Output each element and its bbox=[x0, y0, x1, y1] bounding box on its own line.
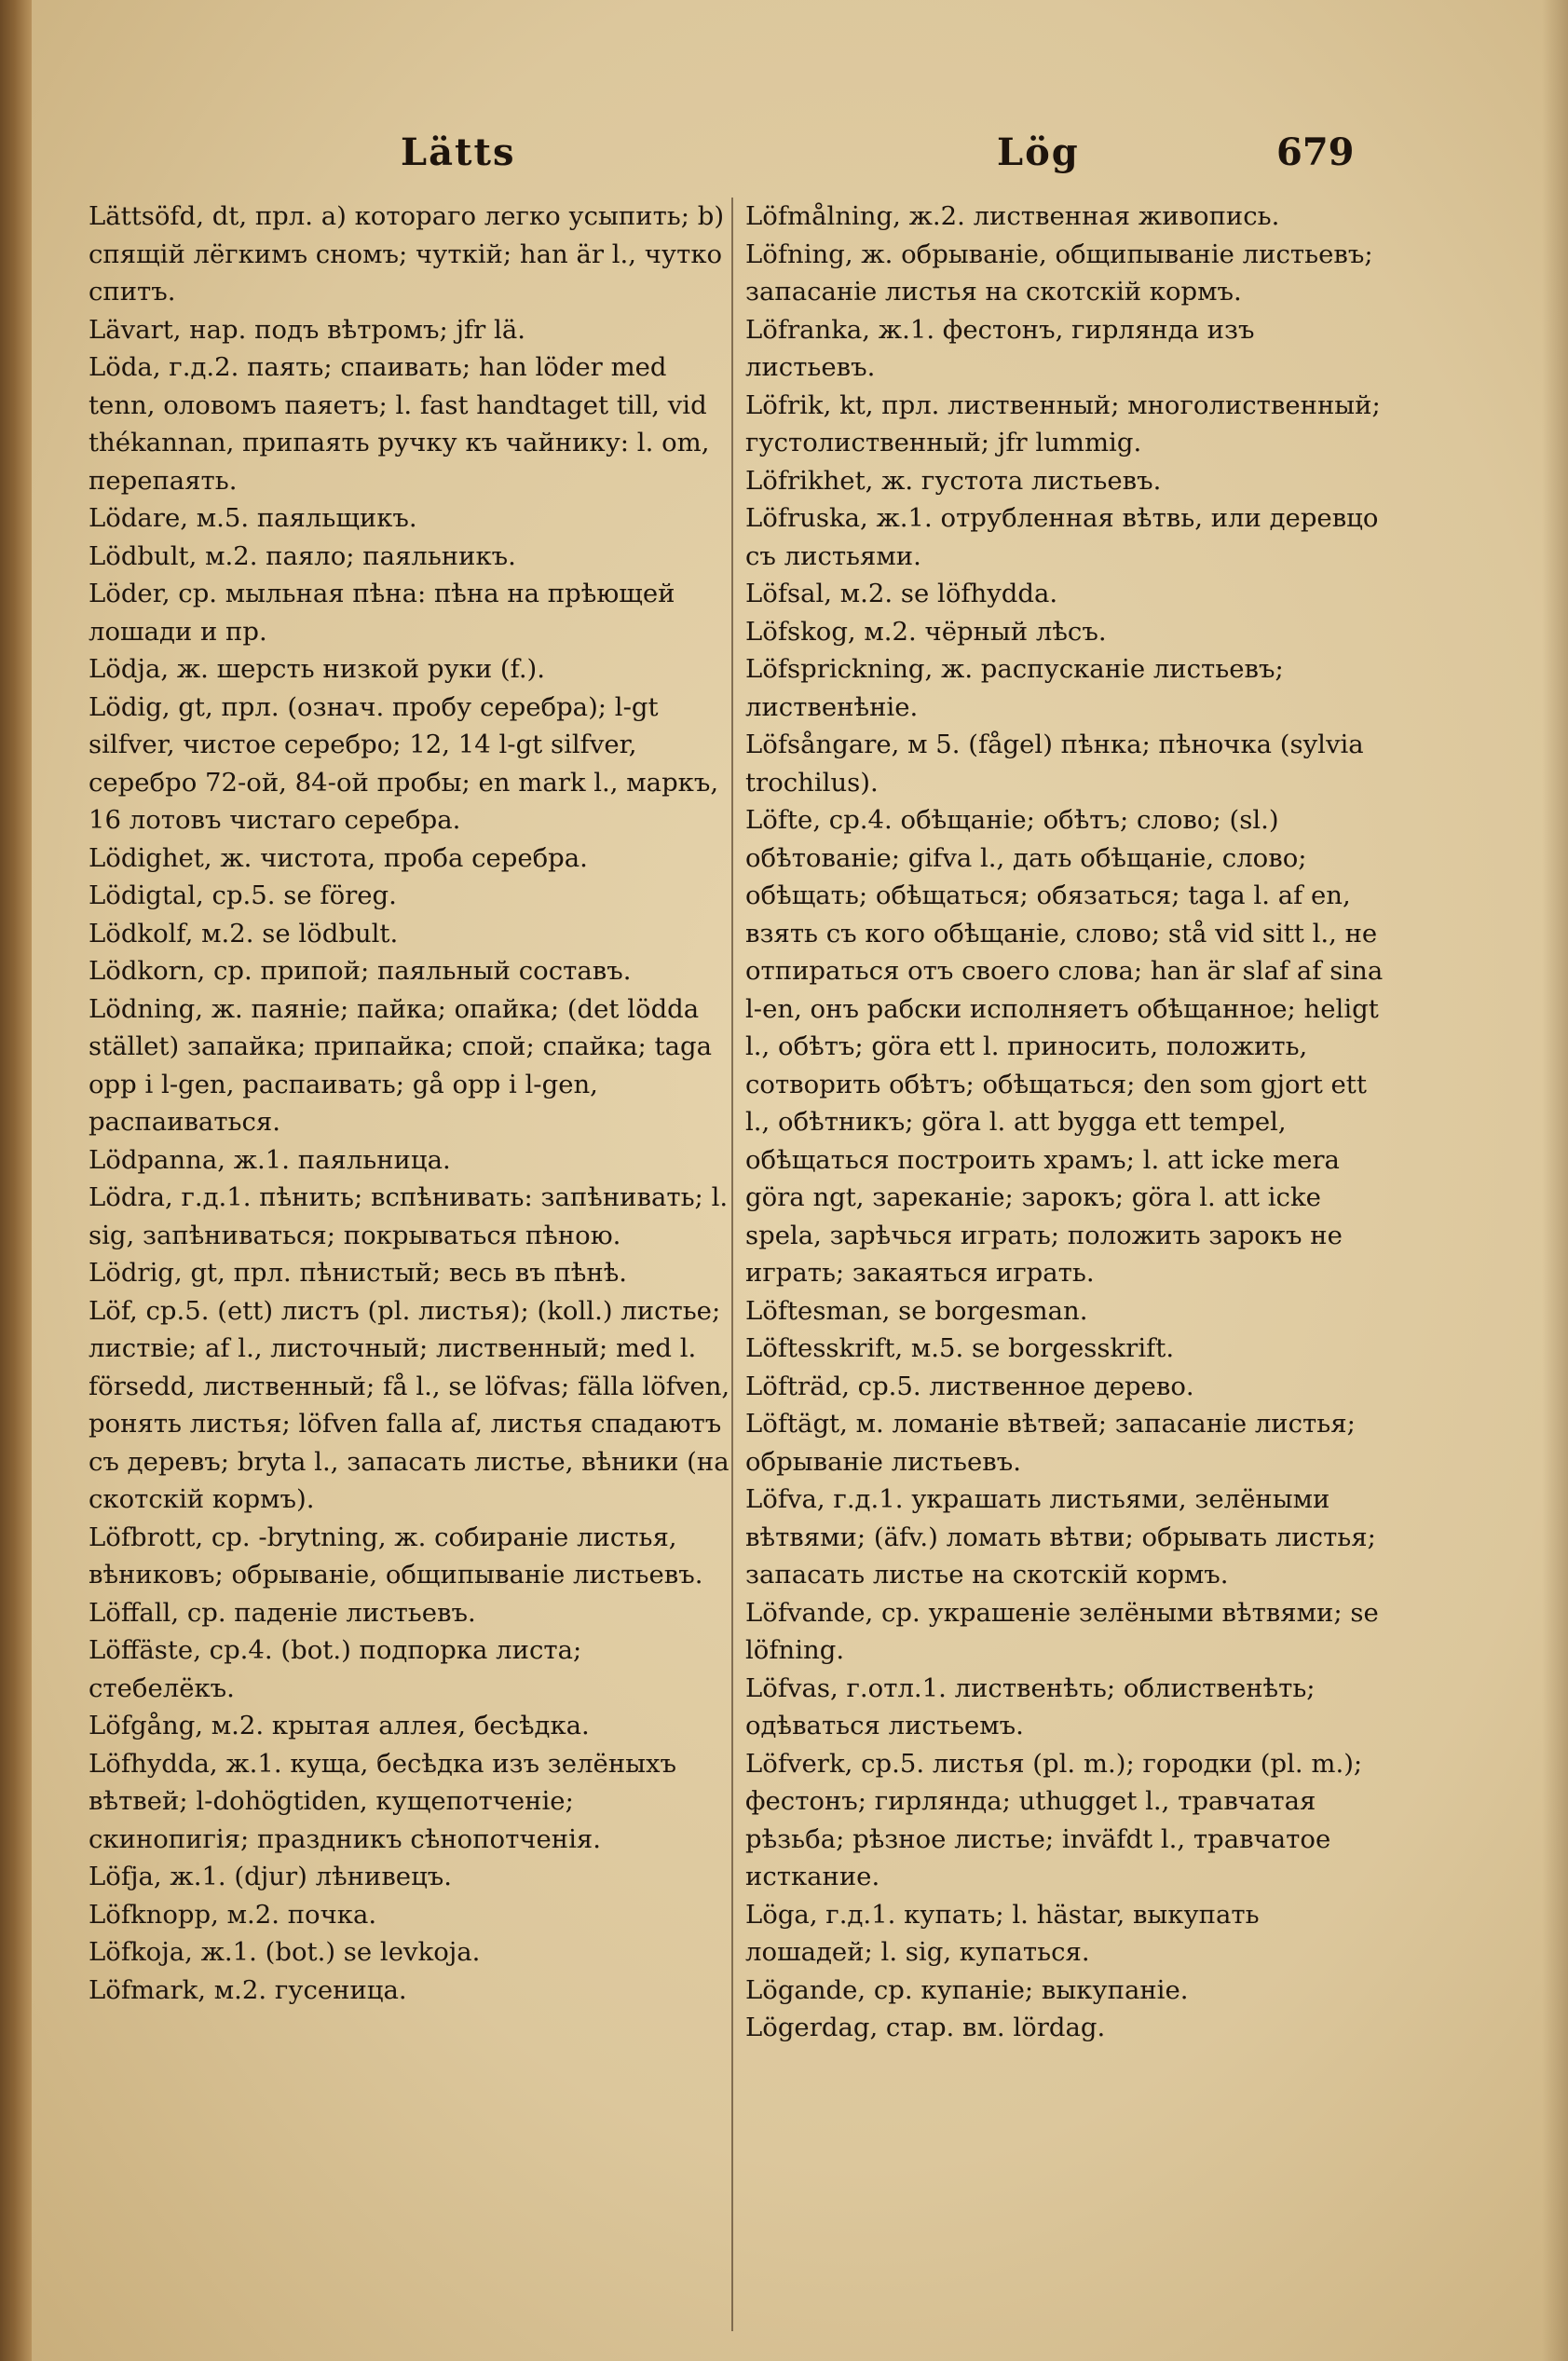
page-edge-shadow bbox=[1542, 0, 1568, 2361]
dictionary-entry: Lödare, м.5. паяльщикъ. bbox=[89, 503, 417, 533]
dictionary-entry: Löffall, ср. паденіе листьевъ. bbox=[89, 1597, 476, 1628]
dictionary-entry: Löfträd, ср.5. лиственное дерево. bbox=[745, 1371, 1194, 1401]
dictionary-entry: Löftesskrift, м.5. se borgesskrift. bbox=[745, 1333, 1175, 1363]
header-right-guide-word: Lög bbox=[997, 130, 1080, 174]
dictionary-entry: Löfrikhet, ж. густота листьевъ. bbox=[745, 465, 1162, 496]
dictionary-entry: Lödpanna, ж.1. паяльница. bbox=[89, 1144, 451, 1175]
dictionary-entry: Löfskog, м.2. чёрный лѣсъ. bbox=[745, 616, 1107, 647]
dictionary-entry: Lödkorn, ср. припой; паяльный составъ. bbox=[89, 956, 632, 986]
dictionary-entry: Löftesman, se borgesman. bbox=[745, 1295, 1088, 1326]
dictionary-entry: Lödighet, ж. чистота, проба серебра. bbox=[89, 842, 588, 873]
dictionary-entry: Löf, ср.5. (ett) листъ (pl. листья); (koll.) листье; листвіе; af l., листочный; лиственный; med l. försedd, лиственный; få l., se löfvas; fälla löfven, ронять листья; löfven falla af, листья спадаютъ съ деревъ; bryta l., запасать листье, вѣники (на скотскій кормъ). bbox=[89, 1295, 730, 1514]
dictionary-entry: Löfrik, kt, прл. лиственный; многолиственный; густолиственный; jfr lummig. bbox=[745, 389, 1381, 457]
dictionary-entry: Löfva, г.д.1. украшать листьями, зелёными вѣтвями; (äfv.) ломать вѣтви; обрывать листья; запасать листье на скотскій кормъ. bbox=[745, 1484, 1376, 1590]
dictionary-entry: Lävart, нар. подъ вѣтромъ; jfr lä. bbox=[89, 314, 525, 345]
dictionary-entry: Löfsal, м.2. se löfhydda. bbox=[745, 579, 1058, 608]
dictionary-entry: Löfja, ж.1. (djur) лѣнивецъ. bbox=[89, 1862, 452, 1891]
dictionary-entry: Lödra, г.д.1. пѣнить; вспѣнивать: запѣнивать; l. sig, запѣниваться; покрываться пѣною. bbox=[89, 1182, 729, 1250]
dictionary-entry: Löfbrott, ср. -brytning, ж. собираніе листья, вѣниковъ; обрываніе, общипываніе листьевъ. bbox=[89, 1522, 703, 1590]
dictionary-entry: Lödbult, м.2. паяло; паяльникъ. bbox=[89, 540, 516, 571]
dictionary-entry: Lödig, gt, прл. (означ. пробу серебра); l-gt silfver, чистое серебро; 12, 14 l-gt silfver, серебро 72-ой, 84-ой пробы; en mark l., маркъ, 16 лотовъ чистаго серебра. bbox=[89, 691, 719, 835]
dictionary-entry: Lödkolf, м.2. se lödbult. bbox=[89, 918, 399, 948]
dictionary-entry: Löftägt, м. ломаніе вѣтвей; запасаніе листья; обрываніе листьевъ. bbox=[745, 1409, 1356, 1477]
dictionary-entry: Löfsångare, м 5. (fågel) пѣнка; пѣночка (sylvia trochilus). bbox=[745, 730, 1364, 798]
header-left-guide-word: Lätts bbox=[401, 130, 516, 174]
right-column bbox=[745, 198, 1388, 2047]
dictionary-entry: Löfning, ж. обрываніе, общипываніе листьевъ; запасаніе листья на скотскій кормъ. bbox=[745, 239, 1373, 307]
column-divider bbox=[731, 198, 733, 2331]
dictionary-entry: Lögande, ср. купаніе; выкупаніе. bbox=[745, 1974, 1189, 2005]
dictionary-entry: Löder, ср. мыльная пѣна: пѣна на прѣющей лошади и пр. bbox=[89, 579, 675, 647]
dictionary-entry: Lödigtal, ср.5. se föreg. bbox=[89, 880, 397, 910]
dictionary-entry: Löfhydda, ж.1. куща, бесѣдка изъ зелёныхъ вѣтвей; l-dohögtiden, кущепотченіе; скинопигія; праздникъ сѣнопотченія. bbox=[89, 1748, 677, 1854]
dictionary-entry: Löfvas, г.отл.1. лиственѣть; облиственѣть; одѣваться листьемъ. bbox=[745, 1672, 1316, 1740]
dictionary-entry: Löfranka, ж.1. фестонъ, гирлянда изъ листьевъ. bbox=[745, 314, 1255, 382]
dictionary-entry: Löfmålning, ж.2. лиственная живопись. bbox=[745, 201, 1280, 231]
book-spine bbox=[0, 0, 32, 2361]
running-header bbox=[93, 130, 1360, 186]
dictionary-entry: Löfknopp, м.2. почка. bbox=[89, 1899, 377, 1930]
dictionary-entry: Löda, г.д.2. паять; спаивать; han löder med tenn, оловомъ паяетъ; l. fast handtaget till, vid thékannan, припаять ручку къ чайнику: l. om, перепаять. bbox=[89, 352, 710, 496]
dictionary-entry: Löfruska, ж.1. отрубленная вѣтвь, или деревцо съ листьями. bbox=[745, 503, 1379, 571]
dictionary-entry: Lögerdag, стар. вм. lördag. bbox=[745, 2013, 1106, 2042]
dictionary-entry: Löfvande, ср. украшеніе зелёными вѣтвями; se löfning. bbox=[745, 1597, 1379, 1665]
dictionary-entry: Lödrig, gt, прл. пѣнистый; весь въ пѣнѣ. bbox=[89, 1258, 628, 1288]
dictionary-entry: Löfkoja, ж.1. (bot.) se levkoja. bbox=[89, 1937, 481, 1967]
dictionary-entry: Löffäste, ср.4. (bot.) подпорка листа; стебелёкъ. bbox=[89, 1635, 582, 1703]
dictionary-entry: Löfverk, ср.5. листья (pl. m.); городки (pl. m.); фестонъ; гирлянда; uthugget l., травчатая рѣзьба; рѣзное листье; inväfdt l., травчатое исткание. bbox=[745, 1748, 1363, 1891]
dictionary-entry: Lättsöfd, dt, прл. a) котораго легко усыпить; b) спящій лёгкимъ сномъ; чуткій; han är l., чутко спитъ. bbox=[89, 201, 725, 307]
dictionary-entry: Löfsprickning, ж. распусканіе листьевъ; лиственѣніе. bbox=[745, 654, 1284, 722]
dictionary-entry: Löga, г.д.1. купать; l. hästar, выкупать лошадей; l. sig, купаться. bbox=[745, 1899, 1260, 1967]
dictionary-entry: Lödja, ж. шерсть низкой руки (f.). bbox=[89, 654, 546, 684]
dictionary-entry: Löfgång, м.2. крытая аллея, бесѣдка. bbox=[89, 1711, 590, 1740]
left-column bbox=[89, 198, 731, 2009]
dictionary-entry: Lödning, ж. паяніе; пайка; опайка; (det lödda stället) запайка; припайка; спой; спайка; taga opp i l-gen, распаивать; gå opp i l-gen, распаиваться. bbox=[89, 993, 712, 1137]
page-number: 679 bbox=[1276, 130, 1355, 174]
dictionary-entry: Löfte, ср.4. обѣщаніе; обѣтъ; слово; (sl.) обѣтованіе; gifva l., дать обѣщаніе, слово; обѣщать; обѣщаться; обязаться; taga l. af en, взять съ кого обѣщаніе, слово; stå vid sitt l., не отпираться отъ своего слова; han är slaf af sina l-en, онъ рабски исполняетъ обѣщанное; heligt l., обѣтъ; göra ett l. приносить, положить, сотворить обѣтъ; обѣщаться; den som gjort ett l., обѣтникъ; göra l. att bygga ett tempel, обѣщаться построить храмъ; l. att icke mera göra ngt, зареканіе; зарокъ; göra l. att icke spela, зарѣчься играть; положить зарокъ не играть; закаяться играть. bbox=[745, 805, 1384, 1288]
dictionary-entry: Löfmark, м.2. гусеница. bbox=[89, 1974, 407, 2005]
